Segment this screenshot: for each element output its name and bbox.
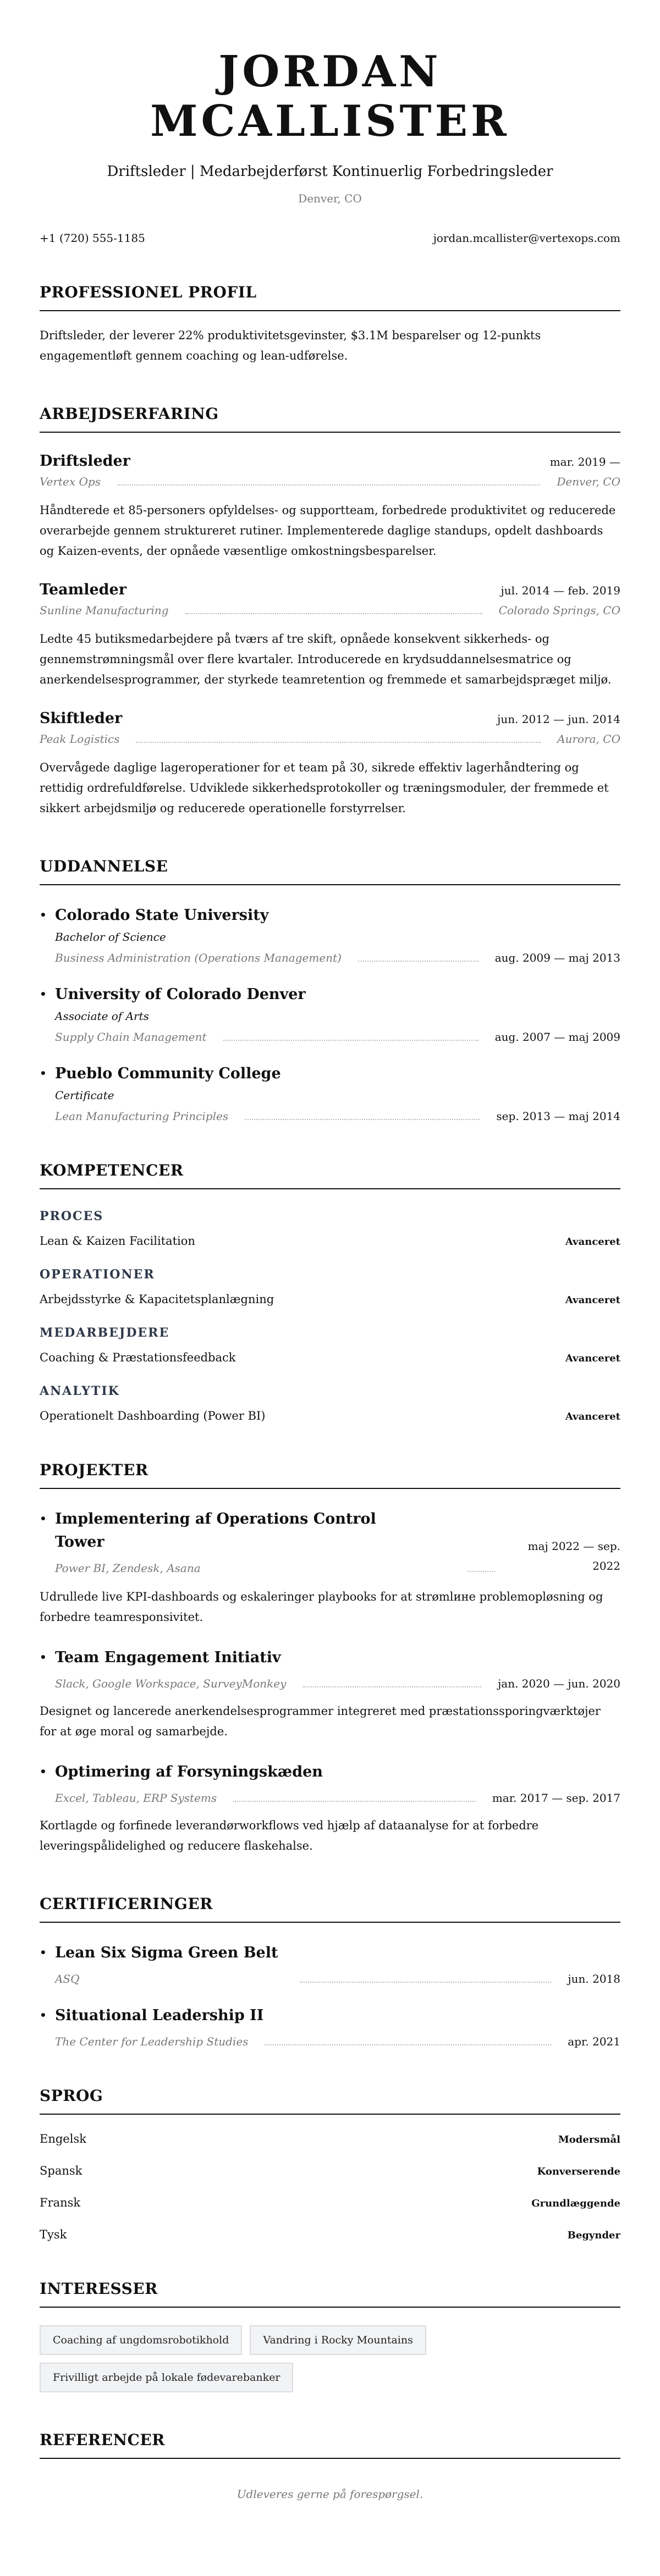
school-name: Pueblo Community College bbox=[55, 1065, 281, 1083]
field-of-study: Lean Manufacturing Principles bbox=[55, 1110, 229, 1123]
certification-entry bbox=[40, 1941, 620, 1985]
job-location: Colorado Springs, CO bbox=[498, 604, 620, 617]
education-dates: aug. 2009 — maj 2013 bbox=[494, 951, 620, 965]
language-name: Spansk bbox=[40, 2164, 82, 2178]
section-title: UDDANNELSE bbox=[40, 857, 620, 885]
dotted-leader bbox=[185, 606, 482, 614]
job-location: Denver, CO bbox=[557, 475, 620, 489]
languages-section bbox=[40, 2087, 620, 2241]
skill-group bbox=[40, 1384, 620, 1422]
job-title: Skiftleder bbox=[40, 710, 123, 727]
language-name: Fransk bbox=[40, 2196, 81, 2210]
project-dates: maj 2022 — sep. 2022 bbox=[527, 1540, 620, 1573]
headline: Driftsleder | Medarbejderførst Kontinuerlig Forbedringsleder bbox=[107, 163, 553, 180]
company-name: Peak Logistics bbox=[40, 732, 120, 746]
certifications-section bbox=[40, 1895, 620, 2048]
field-of-study: Business Administration (Operations Management) bbox=[55, 951, 342, 965]
phone-number[interactable]: +1 (720) 555-1185 bbox=[40, 231, 145, 245]
section-title: INTERESSER bbox=[40, 2280, 620, 2308]
skill-level: Avanceret bbox=[565, 1294, 620, 1306]
section-title: KOMPETENCER bbox=[40, 1161, 620, 1189]
skill-name: Operationelt Dashboarding (Power BI) bbox=[40, 1409, 266, 1423]
language-name: Tysk bbox=[40, 2228, 67, 2242]
interests-section bbox=[40, 2280, 620, 2392]
dotted-leader bbox=[358, 954, 479, 962]
projects-section bbox=[40, 1461, 620, 1856]
project-entry bbox=[40, 1761, 620, 1856]
section-title: ARBEJDSERFARING bbox=[40, 405, 620, 433]
section-title: CERTIFICERINGER bbox=[40, 1895, 620, 1923]
dotted-leader bbox=[117, 478, 540, 486]
dotted-leader bbox=[265, 2038, 551, 2045]
references-section bbox=[40, 2431, 620, 2501]
job-entry bbox=[40, 710, 620, 819]
interest-tag: Frivilligt arbejde på lokale fødevarebanker bbox=[40, 2363, 293, 2392]
project-entry bbox=[40, 1646, 620, 1742]
job-title: Teamleder bbox=[40, 581, 127, 599]
bullet-icon: • bbox=[40, 1765, 47, 1779]
language-level: Modersmål bbox=[558, 2134, 620, 2146]
section-title: PROFESSIONEL PROFIL bbox=[40, 283, 620, 311]
skill-group bbox=[40, 1267, 620, 1306]
certification-name: Lean Six Sigma Green Belt bbox=[55, 1944, 278, 1962]
project-tools: Slack, Google Workspace, SurveyMonkey bbox=[55, 1677, 287, 1691]
resume-header bbox=[40, 47, 620, 245]
certification-issuer: The Center for Leadership Studies bbox=[55, 2035, 249, 2049]
bullet-icon: • bbox=[40, 908, 47, 922]
dotted-leader bbox=[245, 1112, 480, 1120]
language-level: Begynder bbox=[567, 2230, 620, 2242]
education-entry bbox=[40, 904, 620, 964]
education-dates: aug. 2007 — maj 2009 bbox=[494, 1030, 620, 1044]
language-row bbox=[40, 2228, 620, 2241]
email-address[interactable]: jordan.mcallister@vertexops.com bbox=[433, 231, 620, 245]
project-name: Optimering af Forsyningskæden bbox=[55, 1763, 323, 1781]
skill-group bbox=[40, 1326, 620, 1364]
project-tools: Power BI, Zendesk, Asana bbox=[55, 1562, 201, 1575]
language-row bbox=[40, 2196, 620, 2209]
bullet-icon: • bbox=[40, 988, 47, 1001]
certification-date: jun. 2018 bbox=[568, 1972, 620, 1986]
job-description: Ledte 45 butiksmedarbejdere på tværs af tre skift, opnåede konsekvent sikkerheds- og gennemstrømningsmål over flere kvartaler. Introducerede en krydsuddannelsesmatrice og anerkendelsesprogrammer, der styrkede teamretention og fremmede et samarbejdspræget miljø. bbox=[40, 632, 612, 687]
certification-entry bbox=[40, 2004, 620, 2048]
education-dates: sep. 2013 — maj 2014 bbox=[496, 1110, 620, 1123]
language-name: Engelsk bbox=[40, 2132, 86, 2146]
skill-level: Avanceret bbox=[565, 1411, 620, 1423]
job-description: Håndterede et 85-personers opfyldelses- og supportteam, forbedrede produktivitet og reducerede overarbejde gennem struktureret rutiner. Implementerede daglige standups, opdelt dashboards og Kaizen-events, der opnåede væsentlige omkostningsbesparelser. bbox=[40, 504, 616, 558]
dotted-leader bbox=[233, 1794, 476, 1802]
degree: Bachelor of Science bbox=[55, 930, 166, 944]
certification-issuer: ASQ bbox=[55, 1972, 80, 1986]
bullet-icon: • bbox=[40, 2009, 47, 2022]
dotted-leader bbox=[302, 1680, 481, 1687]
language-level: Konverserende bbox=[537, 2166, 620, 2178]
degree: Associate of Arts bbox=[55, 1010, 149, 1023]
language-level: Grundlæggende bbox=[531, 2198, 620, 2210]
dotted-leader bbox=[300, 1975, 552, 1983]
project-description: Kortlagde og forfinede leverandørworkflows ved hjælp af dataanalyse for at forbedre leveringspålidelighed og reducere flaskehalse. bbox=[40, 1819, 539, 1853]
field-of-study: Supply Chain Management bbox=[55, 1030, 207, 1044]
skills-section bbox=[40, 1161, 620, 1422]
education-section bbox=[40, 857, 620, 1123]
company-name: Vertex Ops bbox=[40, 475, 101, 489]
school-name: University of Colorado Denver bbox=[55, 986, 306, 1003]
dotted-leader bbox=[223, 1033, 479, 1041]
education-entry bbox=[40, 983, 620, 1044]
project-name: Implementering af Operations Control Tower bbox=[55, 1510, 376, 1551]
degree: Certificate bbox=[55, 1089, 114, 1102]
project-entry bbox=[40, 1508, 620, 1628]
language-list bbox=[40, 2132, 620, 2241]
profile-summary: Driftsleder, der leverer 22% produktivitetsgevinster, $3.1M besparelser og 12-punkts engagementløft gennem coaching og lean-udførelse. bbox=[40, 329, 541, 363]
candidate-name: JORDAN MCALLISTER bbox=[150, 47, 510, 146]
dotted-leader bbox=[468, 1564, 495, 1572]
project-tools: Excel, Tableau, ERP Systems bbox=[55, 1791, 217, 1805]
job-entry bbox=[40, 453, 620, 561]
language-row bbox=[40, 2164, 620, 2177]
skill-name: Coaching & Præstationsfeedback bbox=[40, 1351, 236, 1365]
skill-category: MEDARBEJDERE bbox=[40, 1326, 170, 1341]
skill-level: Avanceret bbox=[565, 1236, 620, 1248]
company-name: Sunline Manufacturing bbox=[40, 604, 169, 617]
project-name: Team Engagement Initiativ bbox=[55, 1649, 281, 1667]
references-note: Udleveres gerne på forespørgsel. bbox=[237, 2487, 424, 2501]
project-description: Designet og lancerede anerkendelsesprogrammer integreret med præstationssporingværktøjer for at øge moral og samarbejde. bbox=[40, 1705, 601, 1739]
contact-row bbox=[40, 231, 620, 245]
job-dates: jul. 2014 — feb. 2019 bbox=[501, 584, 620, 598]
job-dates: jun. 2012 — jun. 2014 bbox=[497, 713, 620, 726]
school-name: Colorado State University bbox=[55, 907, 269, 924]
education-entry bbox=[40, 1062, 620, 1123]
bullet-icon: • bbox=[40, 1067, 47, 1080]
skill-category: PROCES bbox=[40, 1209, 104, 1224]
profile-section bbox=[40, 283, 620, 366]
interest-tag: Vandring i Rocky Mountains bbox=[250, 2325, 426, 2355]
skill-name: Arbejdsstyrke & Kapacitetsplanlægning bbox=[40, 1293, 274, 1306]
section-title: PROJEKTER bbox=[40, 1461, 620, 1489]
skill-category: ANALYTIK bbox=[40, 1384, 120, 1399]
language-row bbox=[40, 2132, 620, 2145]
interest-tags bbox=[40, 2325, 469, 2392]
section-title: REFERENCER bbox=[40, 2431, 620, 2459]
project-dates: mar. 2017 — sep. 2017 bbox=[492, 1791, 620, 1805]
project-description: Udrullede live KPI-dashboards og eskaleringer playbooks for at strømlине problemopløsning og forbedre teamresponsivitet. bbox=[40, 1590, 603, 1624]
job-description: Overvågede daglige lageroperationer for et team på 30, sikrede effektiv lagerhåndtering og rettidig ordrefuldførelse. Udviklede sikkerhedsprotokoller og træningsmoduler, der fremmede et sikkert arbejdsmiljø og reducerede operationelle forstyrrelser. bbox=[40, 761, 609, 815]
location: Denver, CO bbox=[298, 192, 362, 206]
bullet-icon: • bbox=[40, 1512, 47, 1526]
certification-date: apr. 2021 bbox=[568, 2035, 620, 2049]
interest-tag: Coaching af ungdomsrobotikhold bbox=[40, 2325, 242, 2355]
skill-level: Avanceret bbox=[565, 1353, 620, 1365]
job-entry bbox=[40, 581, 620, 690]
job-dates: mar. 2019 — bbox=[549, 455, 620, 469]
job-title: Driftsleder bbox=[40, 453, 130, 470]
dotted-leader bbox=[136, 735, 541, 743]
skill-name: Lean & Kaizen Facilitation bbox=[40, 1234, 195, 1248]
section-title: SPROG bbox=[40, 2087, 620, 2115]
bullet-icon: • bbox=[40, 1946, 47, 1960]
project-dates: jan. 2020 — jun. 2020 bbox=[498, 1677, 620, 1691]
experience-section bbox=[40, 405, 620, 819]
certification-name: Situational Leadership II bbox=[55, 2007, 264, 2025]
job-location: Aurora, CO bbox=[557, 732, 620, 746]
bullet-icon: • bbox=[40, 1651, 47, 1664]
skill-category: OPERATIONER bbox=[40, 1267, 155, 1282]
skill-group bbox=[40, 1209, 620, 1248]
